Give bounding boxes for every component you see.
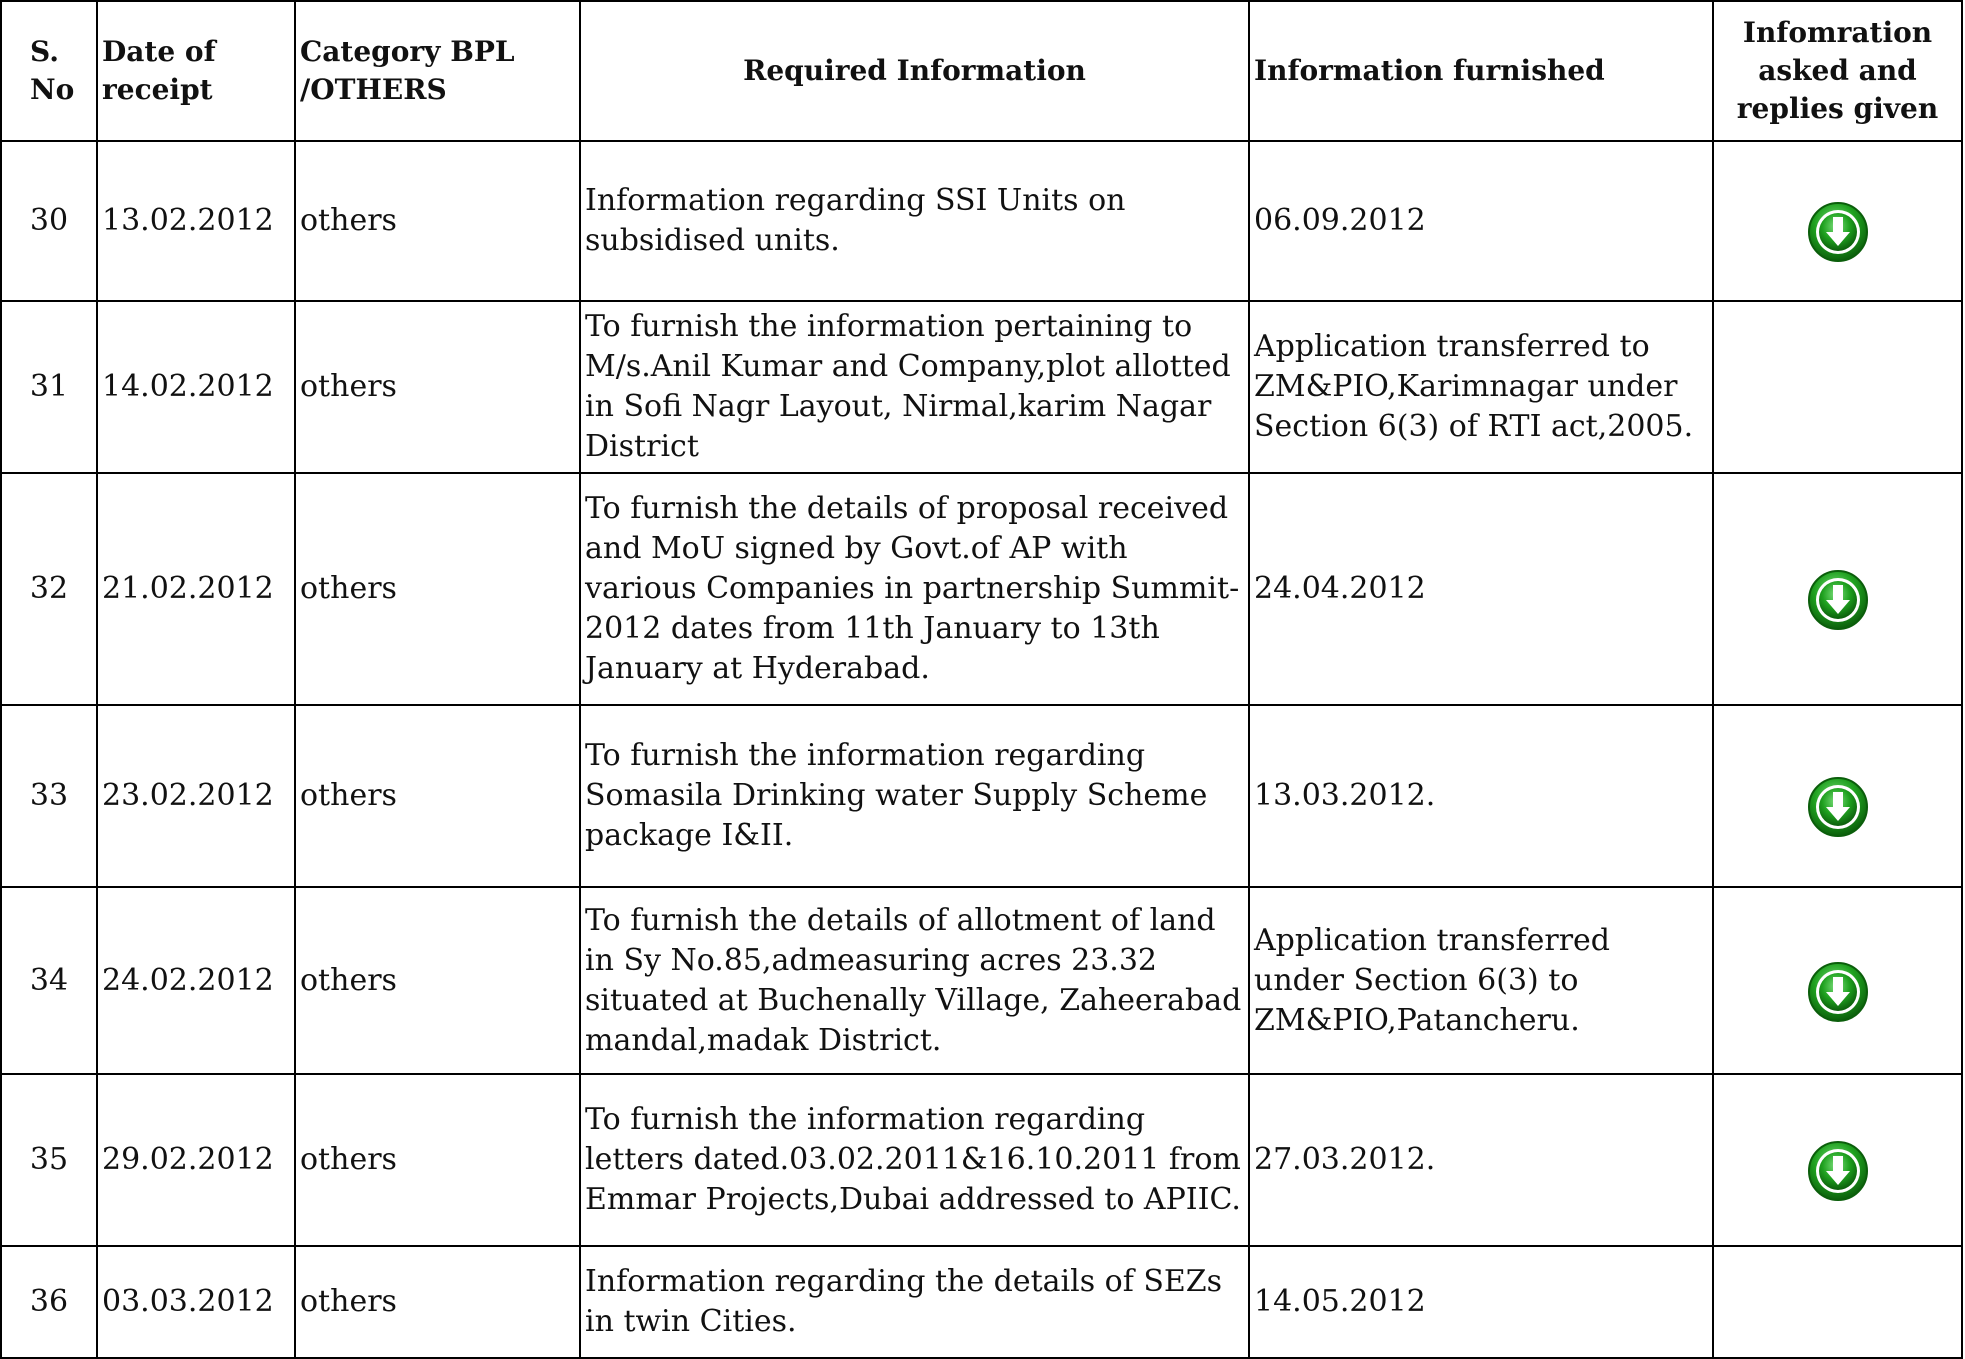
cell-replies [1713,301,1962,473]
cell-replies [1713,141,1962,301]
cell-date: 13.02.2012 [97,141,295,301]
cell-sno: 31 [1,301,97,473]
cell-category: others [295,1246,580,1358]
cell-sno: 34 [1,887,97,1074]
cell-date: 29.02.2012 [97,1074,295,1246]
download-icon[interactable] [1806,568,1870,632]
cell-category: others [295,473,580,705]
header-replies: Infomration asked and replies given [1713,1,1962,141]
cell-information-furnished: 24.04.2012 [1249,473,1713,705]
cell-required-information: To furnish the information pertaining to M/s.Anil Kumar and Company,plot allotted in Sofi Nagr Layout, Nirmal,karim Nagar District [580,301,1249,473]
cell-required-information: To furnish the details of proposal received and MoU signed by Govt.of AP with various Companies in partnership Summit-2012 dates from 11th January to 13th January at Hyderabad. [580,473,1249,705]
table-row [1,301,1962,473]
table-row [1,1246,1962,1358]
cell-required-information: Information regarding the details of SEZs in twin Cities. [580,1246,1249,1358]
header-date: Date of receipt [97,1,295,141]
header-category: Category BPL /OTHERS [295,1,580,141]
cell-information-furnished: 14.05.2012 [1249,1246,1713,1358]
cell-required-information: Information regarding SSI Units on subsidised units. [580,141,1249,301]
cell-required-information: To furnish the information regarding letters dated.03.02.2011&16.10.2011 from Emmar Projects,Dubai addressed to APIIC. [580,1074,1249,1246]
cell-sno: 36 [1,1246,97,1358]
cell-date: 14.02.2012 [97,301,295,473]
download-icon[interactable] [1806,775,1870,839]
cell-required-information: To furnish the information regarding Somasila Drinking water Supply Scheme package I&II. [580,705,1249,887]
cell-category: others [295,1074,580,1246]
cell-replies [1713,1074,1962,1246]
cell-date: 24.02.2012 [97,887,295,1074]
table-row [1,1074,1962,1246]
cell-date: 21.02.2012 [97,473,295,705]
cell-information-furnished: 06.09.2012 [1249,141,1713,301]
download-icon[interactable] [1806,1139,1870,1203]
table-row [1,887,1962,1074]
header-required-information: Required Information [580,1,1249,141]
cell-replies [1713,887,1962,1074]
cell-replies [1713,1246,1962,1358]
cell-information-furnished: Application transferred under Section 6(3) to ZM&PIO,Patancheru. [1249,887,1713,1074]
cell-date: 03.03.2012 [97,1246,295,1358]
cell-replies [1713,473,1962,705]
cell-information-furnished: 13.03.2012. [1249,705,1713,887]
cell-sno: 30 [1,141,97,301]
cell-category: others [295,301,580,473]
header-row [1,1,1962,141]
download-icon[interactable] [1806,200,1870,264]
table-row [1,473,1962,705]
table-row [1,141,1962,301]
cell-category: others [295,141,580,301]
cell-date: 23.02.2012 [97,705,295,887]
cell-replies [1713,705,1962,887]
cell-required-information: To furnish the details of allotment of land in Sy No.85,admeasuring acres 23.32 situated at Buchenally Village, Zaheerabad mandal,madak District. [580,887,1249,1074]
cell-sno: 33 [1,705,97,887]
header-sno: S. No [1,1,97,141]
cell-category: others [295,887,580,1074]
table-row [1,705,1962,887]
cell-sno: 32 [1,473,97,705]
cell-information-furnished: 27.03.2012. [1249,1074,1713,1246]
header-information-furnished: Information furnished [1249,1,1713,141]
cell-information-furnished: Application transferred to ZM&PIO,Karimnagar under Section 6(3) of RTI act,2005. [1249,301,1713,473]
download-icon[interactable] [1806,960,1870,1024]
cell-sno: 35 [1,1074,97,1246]
cell-category: others [295,705,580,887]
